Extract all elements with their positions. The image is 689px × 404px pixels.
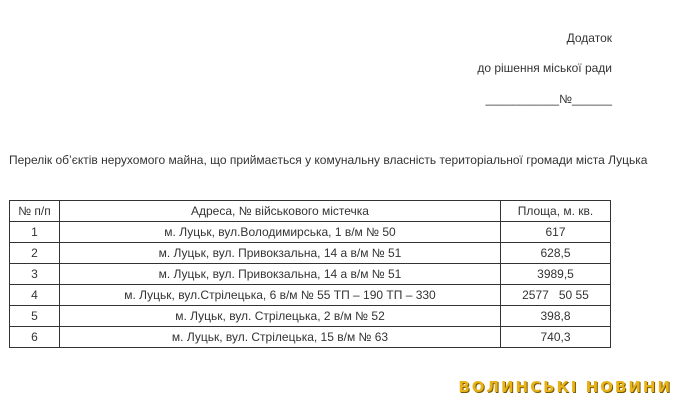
row-address: м. Луцьк, вул. Стрілецька, 2 в/м № 52 xyxy=(60,306,501,327)
row-area: 2577 50 55 xyxy=(501,285,611,306)
table-row xyxy=(10,327,611,348)
header-area: Площа, м. кв. xyxy=(501,201,611,222)
row-number: 4 xyxy=(10,285,60,306)
row-number: 3 xyxy=(10,264,60,285)
document-title: Перелік об’єктів нерухомого майна, що приймається у комунальну власність територіальної громади міста Луцька xyxy=(9,153,648,167)
row-number: 2 xyxy=(10,243,60,264)
table-row xyxy=(10,222,611,243)
row-address: м. Луцьк, вул.Володимирська, 1 в/м № 50 xyxy=(60,222,501,243)
row-area: 3989,5 xyxy=(501,264,611,285)
watermark-logo: ВОЛИНСЬКІ НОВИНИ xyxy=(458,378,672,396)
row-area: 398,8 xyxy=(501,306,611,327)
table-header-row xyxy=(10,201,611,222)
row-address: м. Луцьк, вул.Стрілецька, 6 в/м № 55 ТП – 190 ТП – 330 xyxy=(60,285,501,306)
table-row xyxy=(10,243,611,264)
row-number: 1 xyxy=(10,222,60,243)
annex-number-line: ___________№______ xyxy=(485,92,612,106)
property-table xyxy=(9,200,611,348)
row-address: м. Луцьк, вул. Стрілецька, 15 в/м № 63 xyxy=(60,327,501,348)
header-address: Адреса, № військового містечка xyxy=(60,201,501,222)
row-number: 6 xyxy=(10,327,60,348)
table-row xyxy=(10,264,611,285)
row-address: м. Луцьк, вул. Привокзальна, 14 а в/м № 51 xyxy=(60,264,501,285)
row-area: 617 xyxy=(501,222,611,243)
header-number: № п/п xyxy=(10,201,60,222)
table-row xyxy=(10,306,611,327)
row-area: 628,5 xyxy=(501,243,611,264)
annex-title: Додаток xyxy=(566,31,612,45)
row-number: 5 xyxy=(10,306,60,327)
row-area: 740,3 xyxy=(501,327,611,348)
row-address: м. Луцьк, вул. Привокзальна, 14 а в/м № 51 xyxy=(60,243,501,264)
annex-decision-line: до рішення міської ради xyxy=(477,61,612,75)
table-row xyxy=(10,285,611,306)
